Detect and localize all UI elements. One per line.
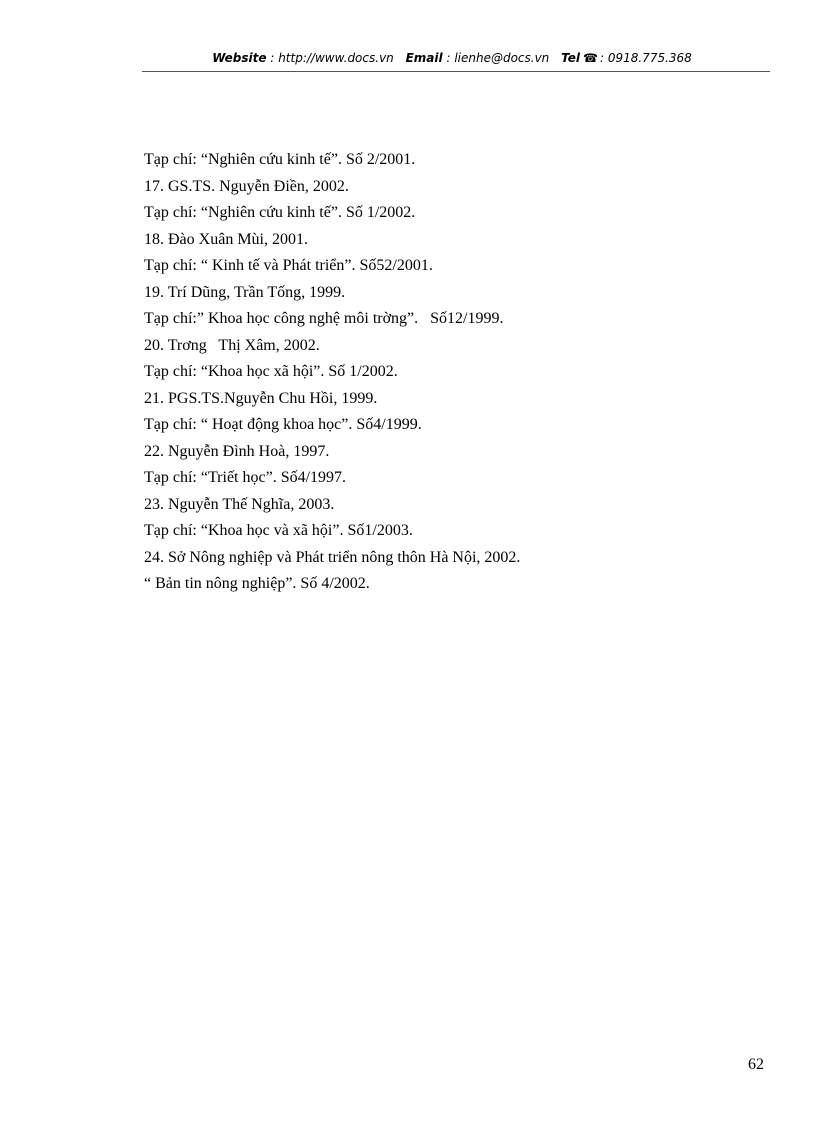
reference-line: Tạp chí: “Khoa học và xã hội”. Số1/2003.	[144, 522, 413, 539]
header-rule	[142, 71, 770, 72]
page-header	[142, 51, 770, 71]
reference-line: 22. Nguyễn Đình Hoà, 1997.	[144, 442, 330, 460]
website-url: http://www.docs.vn	[278, 51, 394, 65]
reference-line: Tạp chí:” Khoa học công nghệ môi trờng”. Số12/1999.	[144, 310, 504, 327]
reference-line: 19. Trí Dũng, Trần Tống, 1999.	[144, 283, 346, 301]
reference-line: 20. Trơng Thị Xâm, 2002.	[144, 336, 320, 354]
reference-list	[144, 147, 764, 598]
phone-icon: ☎	[583, 51, 598, 65]
reference-line: “ Bản tin nông nghiệp”. Số 4/2002.	[144, 575, 370, 592]
reference-line: Tạp chí: “ Kinh tế và Phát triển”. Số52/2001.	[144, 257, 433, 274]
reference-line: Tạp chí: “Nghiên cứu kinh tế”. Số 1/2002.	[144, 204, 416, 221]
reference-line: 17. GS.TS. Nguyễn Điền, 2002.	[144, 177, 349, 195]
reference-line: 18. Đào Xuân Mùi, 2001.	[144, 230, 308, 248]
tel-label: Tel	[561, 51, 581, 65]
website-value	[267, 51, 394, 65]
reference-line: Tạp chí: “Nghiên cứu kinh tế”. Số 2/2001.	[144, 151, 416, 168]
reference-line: 21. PGS.TS.Nguyễn Chu Hồi, 1999.	[144, 389, 378, 407]
website-separator: :	[266, 51, 279, 65]
email-separator: :	[442, 51, 455, 65]
email-value	[443, 51, 550, 65]
reference-line: 23. Nguyễn Thế Nghĩa, 2003.	[144, 495, 335, 513]
reference-line: Tạp chí: “Triết học”. Số4/1997.	[144, 469, 347, 486]
reference-line: Tạp chí: “Khoa học xã hội”. Số 1/2002.	[144, 363, 398, 380]
reference-line: 24. Sở Nông nghiệp và Phát triển nông thôn Hà Nội, 2002.	[144, 548, 521, 566]
reference-line: Tạp chí: “ Hoạt động khoa học”. Số4/1999.	[144, 416, 422, 433]
page-number: 62	[748, 1056, 764, 1073]
website-label: Website	[212, 51, 267, 65]
tel-value: : 0918.775.368	[599, 51, 692, 65]
email-address: lienhe@docs.vn	[454, 51, 550, 65]
email-label: Email	[405, 51, 443, 65]
